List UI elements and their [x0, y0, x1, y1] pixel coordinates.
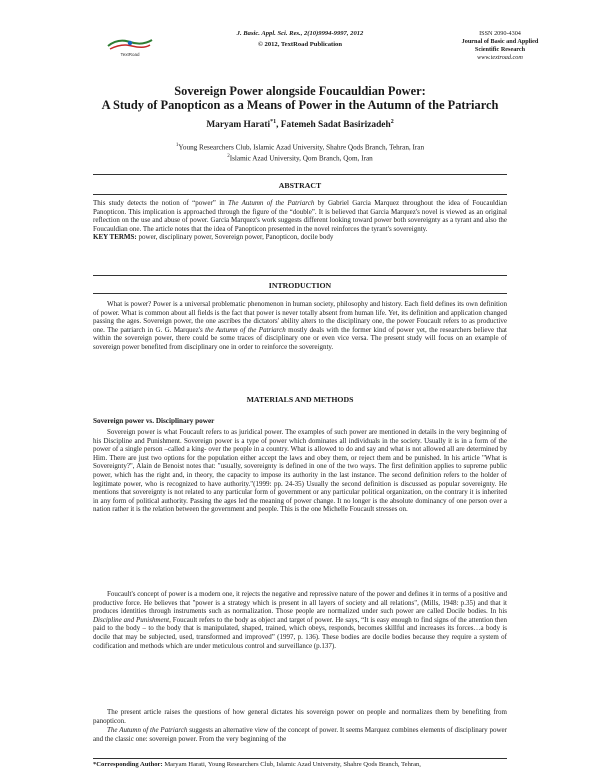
- methods-paragraph-4: [93, 726, 507, 743]
- abstract-text-b: by Gabriel Garcia Marquez throughout the idea of Foucauldian Panopticon. This implication is approached through the figure of the “double”. It is believed that Garcia Marquez's novel is viewed as an original reflection on the use and abuse of power. Garcia Marquez's work suggests different looking toward power both sovereignty as a tyrant and also the Foucauldian one. The article notes that the idea of Panopticon presented in the novel reinforces the tyrant's sovereignty.: [93, 199, 508, 233]
- abstract-text: [93, 199, 507, 242]
- corresponding-author-footnote: [93, 761, 513, 768]
- affil-2-sup: 2: [227, 154, 230, 160]
- methods-paragraph-2: [93, 590, 507, 650]
- author-list: [30, 119, 570, 130]
- copyright-line: © 2012, TextRoad Publication: [257, 41, 343, 48]
- logo-text: TextRoad: [120, 52, 140, 57]
- affiliation-2: Islamic Azad University, Qom Branch, Qom, Iran: [229, 154, 373, 163]
- methods-p4-text: suggests an alternative view of the concept of power. It seems Marquez combines elements of disciplinary power and the classic one: sovereign power. From the very beginning of the: [93, 726, 507, 743]
- author-1: Maryam Harati: [206, 120, 271, 131]
- author-separator: ,: [276, 120, 281, 131]
- title-line-1: Sovereign Power alongside Foucauldian Power:: [174, 84, 426, 98]
- intro-top-rule: [93, 275, 507, 276]
- abstract-top-rule: [93, 174, 507, 175]
- introduction-text: [93, 300, 507, 352]
- journal-citation: [200, 30, 400, 48]
- keyterms: power, disciplinary power, Sovereign power, Panopticon, docile body: [136, 233, 334, 242]
- methods-subheading: Sovereign power vs. Disciplinary power: [93, 417, 215, 425]
- methods-p3-text: The present article raises the questions of how general dictates his sovereign power on people and normalizes them by benefiting from panopticon.: [93, 708, 507, 725]
- citation-line: J. Basic. Appl. Sci. Res., 2(10)9994-9997, 2012: [236, 30, 364, 37]
- issn: ISSN 2090-4304: [479, 30, 521, 37]
- introduction-heading: INTRODUCTION: [268, 281, 332, 290]
- abstract-text-a: This study detects the notion of “power” in: [93, 199, 228, 207]
- author-2-sup: 2: [390, 119, 394, 125]
- paper-title: [30, 84, 570, 112]
- abstract-novel-title: The Autumn of the Patriarch: [227, 199, 315, 207]
- footnote-text: Maryam Harati, Young Researchers Club, Islamic Azad University, Shahre Qods Branch, Tehran,: [162, 761, 421, 768]
- methods-p1-text: Sovereign power is what Foucault refers to as juridical power. The examples of such power are mentioned in details in the very beginning of his Discipline and Punishment. Sovereign power is a type of power which dominates all individuals in the society. Usually it is in a form of the power of a single person –called a king- over the people in a country. What is allowed to do and say and what is not allowed all are determined by Him. There are just two options for the population either accept the laws and obey them, or reject them and be punished. In his article "What is Sovereignty?", Alain de Benoist notes that: "usually, sovereignty is defined in one of the two ways. The first definition applies to supreme public power, which has the right and, in theory, the capacity to impose its authority in the last instance. The second definition refers to the holder of legitimate power, who is recognized to have authority."(1999: pp. 24-35) Usually the second definition is discussed as popular sovereignty. He mentions that sovereignty is not related to any particular form of government or any particular political organization, on the contrary it is inherited in any form of political authority. Passing the ages led the meaning of power change. It no longer is the absolute dominancy of one person over a nation rather it is the relation between the government and people. This is the one Michelle Foucault stresses on.: [93, 428, 507, 514]
- methods-heading: MATERIALS AND METHODS: [246, 395, 354, 404]
- intro-novel-title: the Autumn of the Patriarch: [205, 325, 286, 334]
- intro-heading-rule: [93, 293, 507, 294]
- journal-info: [440, 30, 560, 62]
- author-2: Fatemeh Sadat Basirizadeh: [280, 120, 391, 131]
- abstract-heading: ABSTRACT: [278, 181, 322, 190]
- author-1-sup: *1: [270, 119, 277, 125]
- affil-1-sup: 1: [175, 143, 179, 148]
- abstract-heading-rule: [93, 194, 507, 195]
- footnote-label: *Corresponding Author:: [93, 761, 163, 768]
- methods-paragraph-3: [93, 708, 507, 725]
- journal-website[interactable]: www.textroad.com: [477, 54, 523, 61]
- methods-p2-book-title: Discipline and Punishment: [93, 615, 170, 624]
- journal-name-1: Journal of Basic and Applied: [461, 38, 539, 45]
- affiliations: [30, 141, 570, 164]
- methods-p2-text-b: , Foucault refers to the body as object and target of power. He says, “It is easy enough to find signs of the attention then paid to the body – to the body that is manipulated, shaped, trained, which obeys, responds, becomes skillful and increases its forces…a body is docile that may be subjected, used, transformed and improved” (1997, p. 136). These bodies are docile bodies because they require a system of codification and methods which are under meticulous control and surveillance (p.137).: [93, 615, 507, 650]
- footnote-rule: [93, 758, 507, 759]
- intro-text-a: What is power? Power is a universal problematic phenomenon in human society, philosophy and history. Each field defines its own definition of power. What is common about all fields is the fact that power is never totally absent from human life. Yet, its definition and application changed passing the ages. Sovereign power, the one ascribes the dictators' ability alters to the disciplinary one, the power Foucault refers to as productive one. The patriarch in G. G. Marquez's: [93, 300, 507, 334]
- keyterms-label: KEY TERMS:: [93, 233, 137, 242]
- intro-text-b: mostly deals with the former kind of power yet, the researchers believe that within the sovereign power, there could be some traces of disciplinary one or even vice versa. The present study will focus on an example of sovereign power benefited from disciplinary one in order to reinforce the sovereignty.: [93, 325, 507, 351]
- methods-p2-text-a: Foucault's concept of power is a modern one, it rejects the negative and repressive nature of the power and defines it in terms of a positive and productive force. He believes that "power is a strategy which is present in all layers of society and all relations", (Mills, 1948: p.35) and that it produces identities through instruments such as normalization. Those people are normalized under such power are called Docile bodies. In his: [93, 590, 507, 616]
- affiliation-1: Young Researchers Club, Islamic Azad University, Shahre Qods Branch, Tehran, Iran: [178, 143, 425, 152]
- methods-p4-novel-title: The Autumn of the Patriarch: [107, 726, 188, 734]
- title-line-2: A Study of Panopticon as a Means of Power in the Autumn of the Patriarch: [101, 98, 499, 112]
- methods-paragraph-1: [93, 428, 507, 514]
- journal-name-2: Scientific Research: [474, 46, 526, 53]
- textroad-logo: [104, 32, 156, 58]
